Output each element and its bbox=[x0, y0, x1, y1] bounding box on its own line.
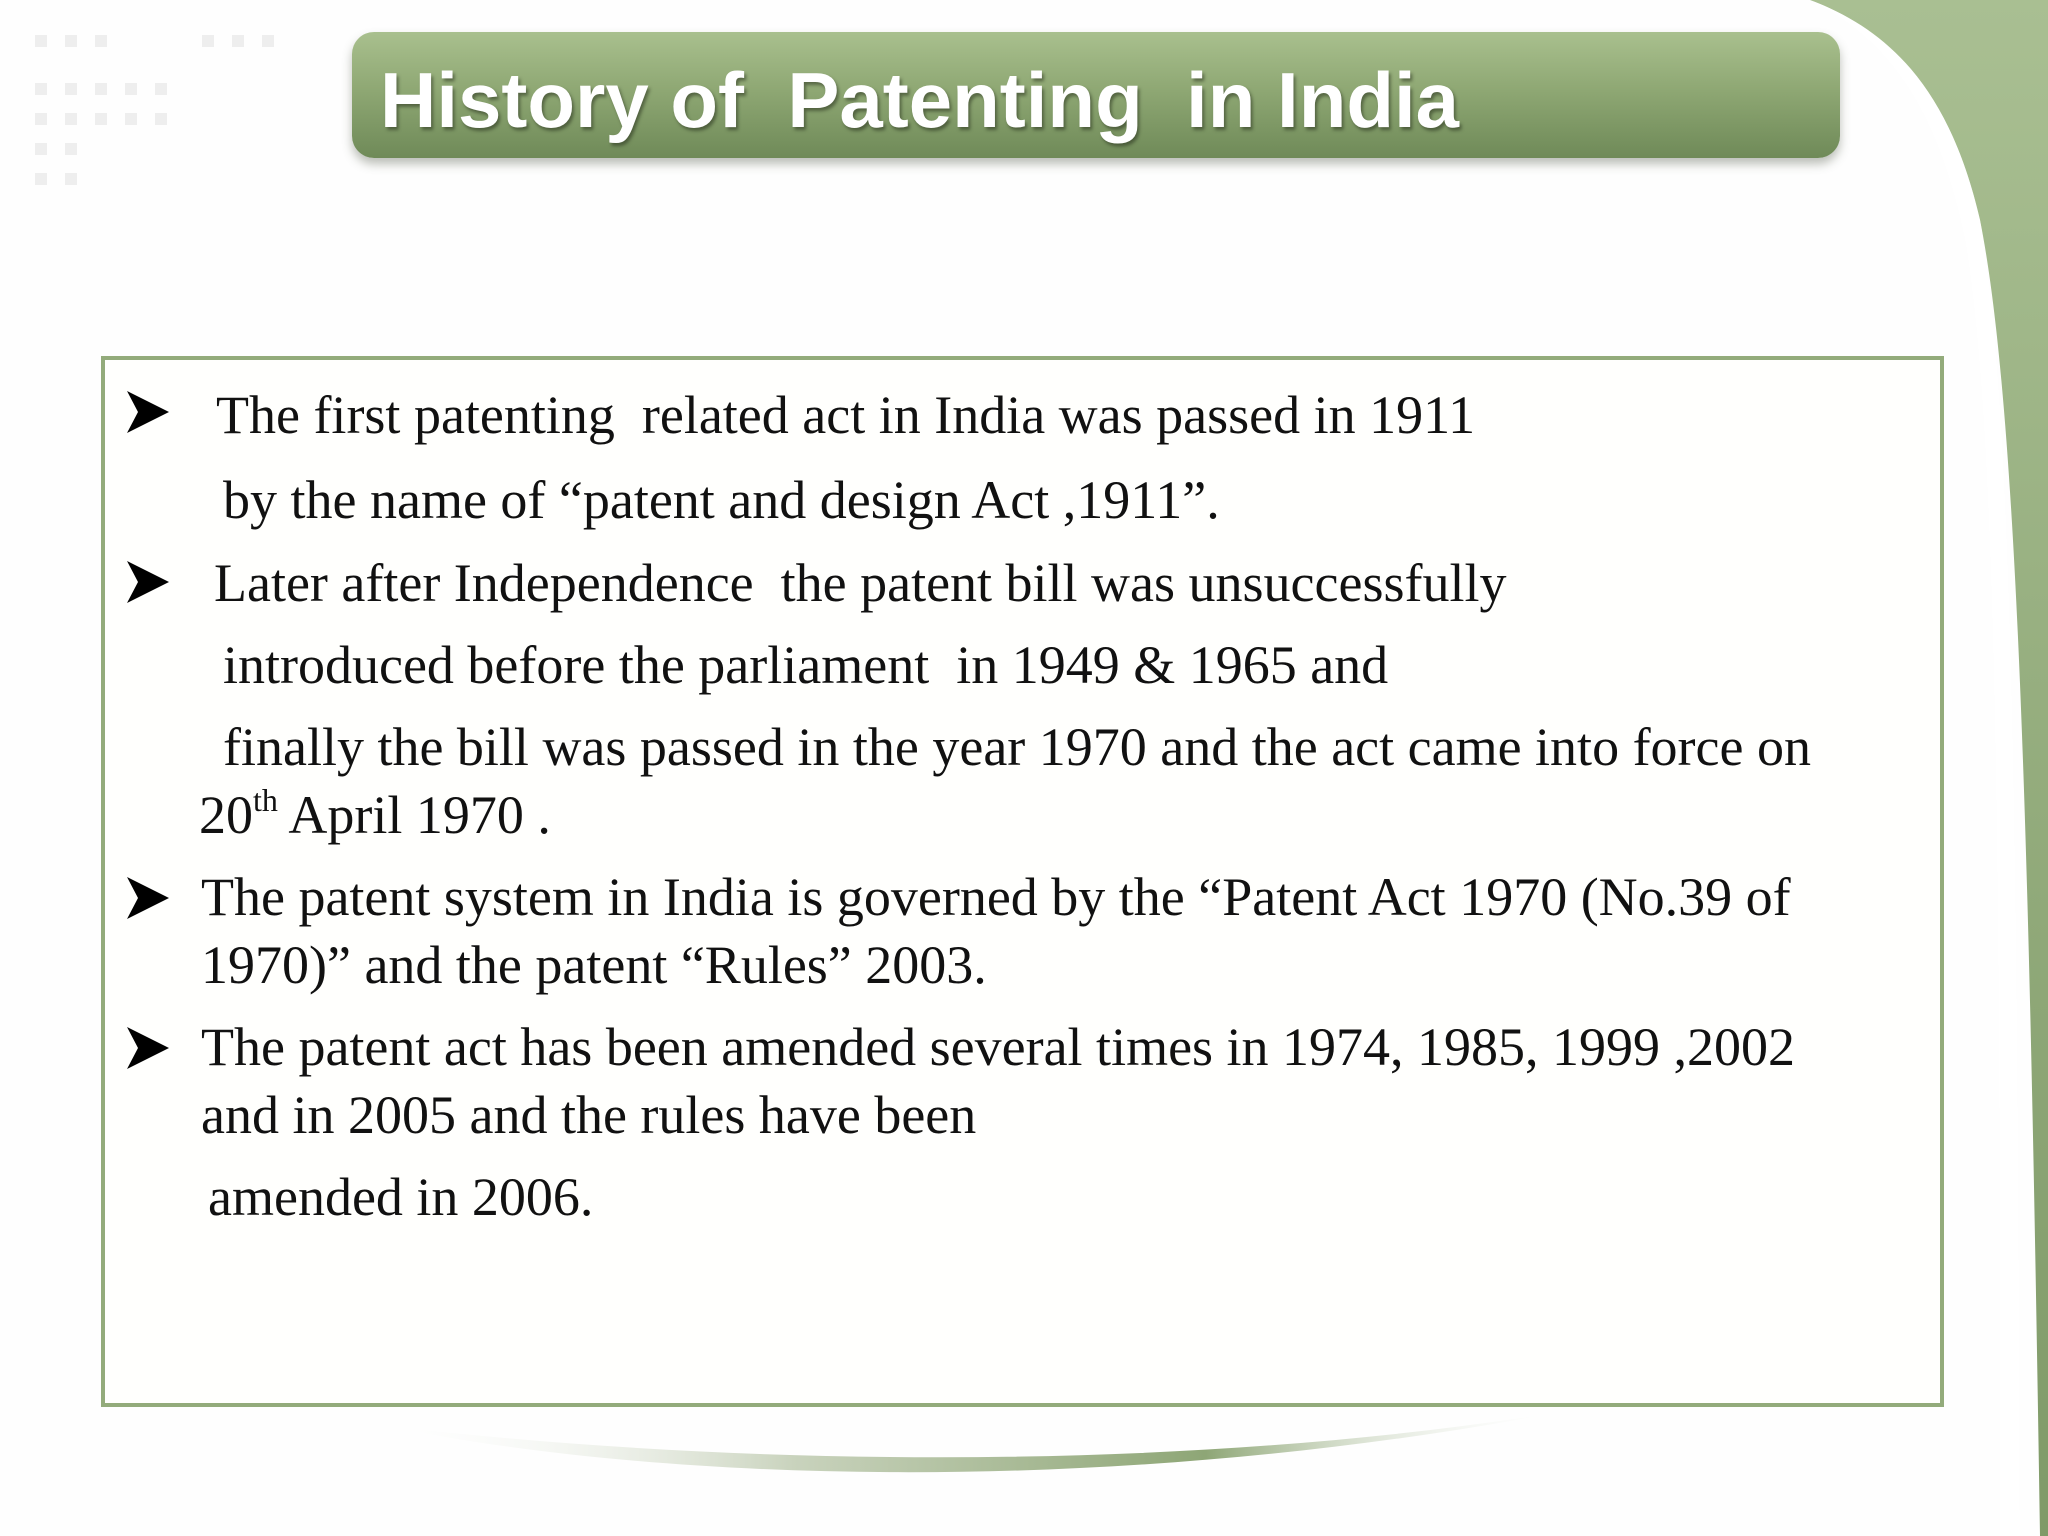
arrowhead-bullet-icon bbox=[124, 1024, 172, 1072]
bullet-4-line-2: and in 2005 and the rules have been bbox=[201, 1085, 977, 1145]
bullet-2-line-2: introduced before the parliament in 1949 & 1965 and bbox=[223, 635, 1389, 695]
arrowhead-bullet-icon bbox=[124, 558, 172, 606]
date-rest: April 1970 . bbox=[277, 785, 551, 845]
bullet-3-line-1: The patent system in India is governed by the “Patent Act 1970 (No.39 of bbox=[201, 867, 1791, 927]
bullet-1-line-1: The first patenting related act in India was passed in 1911 bbox=[216, 385, 1476, 445]
date-ordinal-suffix: th bbox=[253, 782, 278, 818]
arrowhead-bullet-icon bbox=[124, 388, 172, 436]
bullet-2-line-4 bbox=[199, 783, 551, 847]
bullet-3-line-2: 1970)” and the patent “Rules” 2003. bbox=[201, 935, 987, 995]
decorative-dot-grid bbox=[30, 30, 290, 200]
arrowhead-bullet-icon bbox=[124, 874, 172, 922]
bullet-1-line-2: by the name of “patent and design Act ,1911”. bbox=[223, 470, 1220, 530]
bottom-swoosh bbox=[380, 1412, 1560, 1472]
slide-title: History of Patenting in India bbox=[380, 56, 1460, 144]
bullet-2-line-1: Later after Independence the patent bill was unsuccessfully bbox=[214, 553, 1507, 613]
bullet-4-line-3: amended in 2006. bbox=[208, 1167, 594, 1227]
bullet-4-line-1: The patent act has been amended several times in 1974, 1985, 1999 ,2002 bbox=[201, 1017, 1796, 1077]
bullet-2-line-3: finally the bill was passed in the year 1970 and the act came into force on bbox=[223, 717, 1811, 777]
date-day: 20 bbox=[199, 785, 253, 845]
